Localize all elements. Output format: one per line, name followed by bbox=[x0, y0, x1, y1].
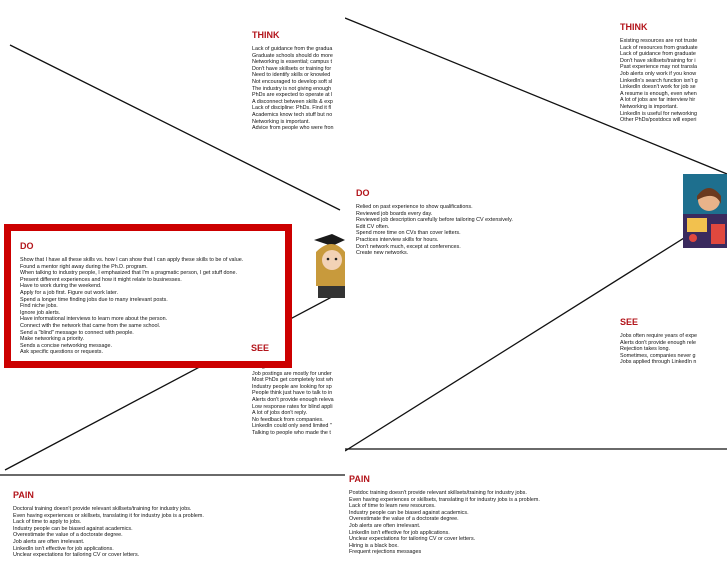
list-item: LinkedIn could only send limited " bbox=[252, 423, 332, 430]
list-item: A resume is enough, even when bbox=[620, 90, 697, 97]
think-heading-right: THINK bbox=[620, 22, 648, 32]
list-item: Advice from people who were fron bbox=[252, 125, 334, 132]
do-heading-right: DO bbox=[356, 188, 370, 198]
pain-list-left bbox=[13, 506, 204, 559]
section-do-left bbox=[20, 241, 243, 356]
list-item: Networking is important. bbox=[620, 103, 678, 110]
do-list-left bbox=[20, 257, 243, 356]
list-item: LinkedIn's search function isn't g bbox=[620, 77, 698, 84]
list-item: Job alerts are often irrelevant. bbox=[13, 538, 85, 545]
list-item: Unclear expectations for tailoring CV or cover letters. bbox=[349, 536, 476, 543]
list-item: Alerts don't provide enough rele bbox=[620, 339, 696, 346]
section-do-right bbox=[356, 188, 513, 257]
think-list-right bbox=[620, 38, 698, 124]
list-item: Most PhDs get completely lost wh bbox=[252, 377, 333, 384]
list-item: Overestimate the value of a doctorate degree. bbox=[13, 532, 123, 539]
pain-heading-right: PAIN bbox=[349, 474, 370, 484]
list-item: Industry people can be biased against academics. bbox=[13, 525, 133, 532]
list-item: Overestimate the value of a doctorate degree. bbox=[349, 516, 459, 523]
list-item: Practices interview skills for hours. bbox=[356, 236, 439, 243]
list-item: Industry people can be biased against academics. bbox=[349, 509, 469, 516]
section-pain-left bbox=[13, 490, 204, 559]
list-item: Lack of guidance from the gradua bbox=[252, 46, 333, 52]
list-item: Networking is important. bbox=[252, 118, 310, 125]
list-item: Found a mentor right away during the Ph.D. program. bbox=[20, 263, 148, 270]
list-item: Don't have skillsets or training for bbox=[252, 65, 332, 72]
list-item: Other PhDs/postdocs will experi bbox=[620, 117, 697, 124]
see-heading-left-wrap bbox=[251, 343, 269, 359]
list-item: LinkedIn is useful for networking bbox=[620, 110, 698, 117]
list-item: Job postings are mostly for under bbox=[252, 370, 332, 377]
list-item: Even having experiences or skillsets, translating it for industry jobs is a problem. bbox=[349, 496, 540, 503]
list-item: A lot of jobs don't reply. bbox=[252, 410, 308, 417]
empathy-map-right bbox=[345, 16, 727, 576]
list-item: Sends a concise networking message. bbox=[20, 342, 112, 349]
list-item: Connect with the network that came from the same school. bbox=[20, 322, 161, 329]
list-item: Don't network much, except at conferences. bbox=[356, 243, 461, 250]
list-item: Rejection takes long. bbox=[620, 346, 671, 353]
persona-avatar-left bbox=[312, 226, 345, 298]
list-item: Sometimes, companies never g bbox=[620, 352, 696, 359]
list-item: Graduate schools should do more bbox=[252, 52, 333, 59]
list-item: Lack of time to learn new resources. bbox=[349, 503, 436, 510]
list-item: A disconnect between skills & exp bbox=[252, 98, 333, 105]
list-item: Hiring is a black box. bbox=[349, 542, 399, 549]
list-item: Alerts don't provide enough releva bbox=[252, 396, 334, 403]
list-item: Talking to people who made the t bbox=[252, 429, 331, 436]
list-item: Even having experiences or skillsets, translating it for industry jobs is a problem. bbox=[13, 512, 204, 519]
list-item: Job alerts only work if you know bbox=[620, 70, 697, 77]
pain-list-right bbox=[349, 490, 540, 556]
persona-avatar-right bbox=[683, 174, 727, 248]
list-item: Ask specific questions or requests. bbox=[20, 349, 103, 356]
list-item: Postdoc training doesn't provide relevant skillsets/training for industry jobs. bbox=[349, 490, 527, 496]
list-item: Reviewed job boards every day. bbox=[356, 210, 433, 217]
list-item: Ignore job alerts. bbox=[20, 309, 61, 316]
do-heading-left: DO bbox=[20, 241, 34, 251]
section-think-left bbox=[252, 30, 334, 132]
list-item: Send a "blind" message to connect with people. bbox=[20, 329, 134, 336]
list-item: Find niche jobs. bbox=[20, 303, 58, 310]
list-item: Existing resources are not truste bbox=[620, 38, 698, 44]
list-item: Edit CV often. bbox=[356, 223, 390, 230]
list-item: The industry is not giving enough bbox=[252, 85, 332, 92]
list-item: Jobs often require years of expe bbox=[620, 333, 698, 339]
section-see-right bbox=[620, 317, 697, 366]
pain-heading-left: PAIN bbox=[13, 490, 34, 500]
list-item: Make networking a priority. bbox=[20, 336, 85, 343]
list-item: Relied on past experience to show qualifications. bbox=[356, 204, 473, 210]
list-item: Jobs applied through LinkedIn n bbox=[620, 359, 697, 366]
list-item: Doctoral training doesn't provide relevant skillsets/training for industry jobs. bbox=[13, 506, 192, 512]
section-think-right bbox=[620, 22, 698, 124]
list-item: LinkedIn isn't effective for job applications. bbox=[349, 529, 450, 536]
list-item: Unclear expectations for tailoring CV or cover letters. bbox=[13, 552, 140, 559]
list-item: Lack of time to apply to jobs. bbox=[13, 519, 82, 526]
list-item: Don't have skillsets/training for i bbox=[620, 57, 696, 64]
list-item: Have to work during the weekend. bbox=[20, 283, 102, 290]
empathy-map-left bbox=[0, 0, 345, 576]
list-item: Present different experiences and how it might relate to businesses. bbox=[20, 276, 182, 283]
list-item: Not encouraged to develop soft sl bbox=[252, 78, 333, 85]
list-item: Lack of guidance from graduate bbox=[620, 51, 696, 58]
list-item: Lack of discipline: PhDs. Find it fl bbox=[252, 105, 332, 112]
do-list-right bbox=[356, 204, 513, 257]
section-see-left bbox=[252, 364, 334, 437]
list-item: Industry people are looking for sp bbox=[252, 383, 332, 390]
list-item: Reviewed job description carefully before tailoring CV extensively. bbox=[356, 217, 513, 224]
list-item: Spend a longer time finding jobs due to many irrelevant posts. bbox=[20, 296, 168, 303]
section-pain-right bbox=[349, 474, 540, 556]
think-list-left bbox=[252, 46, 334, 132]
list-item: PhDs are expected to operate at l bbox=[252, 92, 333, 99]
list-item: Have informational interviews to learn more about the person. bbox=[20, 316, 168, 323]
list-item: Spend more time on CVs than cover letters. bbox=[356, 230, 461, 237]
think-heading-left: THINK bbox=[252, 30, 280, 40]
list-item: Lack of resources from graduate bbox=[620, 44, 698, 51]
list-item: A lot of jobs are far interview hir bbox=[620, 97, 696, 104]
list-item: LinkedIn doesn't work for job se bbox=[620, 84, 696, 91]
see-list-right bbox=[620, 333, 697, 366]
list-item: Show that I have all these skills vs. how I can show that I can apply these skills to be of value. bbox=[20, 257, 244, 263]
list-item: Need to identify skills or knowled bbox=[252, 72, 331, 79]
list-item: Networking is essential; campus t bbox=[252, 59, 332, 66]
list-item: When talking to industry people, I emphasized that I'm a pragmatic person, I get stuff done. bbox=[20, 270, 237, 277]
list-item: Create new networks. bbox=[356, 250, 409, 257]
list-item: Job alerts are often irrelevant. bbox=[349, 522, 421, 529]
list-item: Frequent rejections messages bbox=[349, 549, 422, 556]
list-item: Academics know tech stuff but no bbox=[252, 111, 333, 118]
list-item: Low response rates for blind appli bbox=[252, 403, 333, 410]
see-heading-left: SEE bbox=[251, 343, 270, 353]
list-item: People think just have to talk to in bbox=[252, 390, 333, 397]
see-heading-right: SEE bbox=[620, 317, 639, 327]
do-highlight-box-left bbox=[4, 224, 292, 368]
list-item: Past experience may not transla bbox=[620, 64, 698, 71]
see-list-left bbox=[252, 364, 334, 437]
list-item: Apply for a job first. Figure out work later. bbox=[20, 289, 118, 296]
list-item: No feedback from companies. bbox=[252, 416, 324, 423]
list-item: LinkedIn isn't effective for job applications. bbox=[13, 545, 114, 552]
